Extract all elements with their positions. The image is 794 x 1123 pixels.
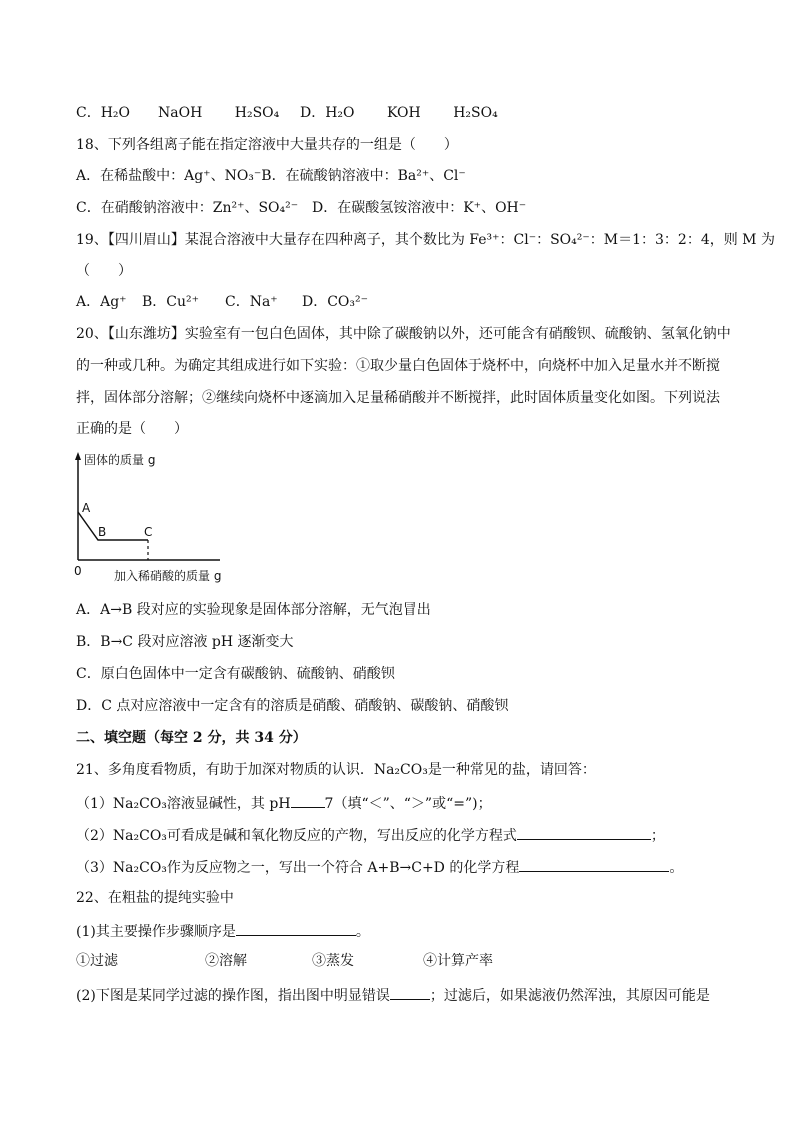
q22-step-2: ②溶解	[205, 953, 247, 969]
q21-part2-tail: ；	[650, 828, 665, 844]
q20-stem-line3: 拌，固体部分溶解；②继续向烧杯中逐滴加入足量稀硝酸并不断搅拌，此时固体质量变化如图。下列说法	[76, 390, 720, 406]
q22-step-1: ①过滤	[76, 953, 118, 969]
q21-part1-tail: 7（填“＜”、“＞”或“=”)；	[324, 796, 492, 812]
q22-part2-text: (2)下图是某同学过滤的操作图，指出图中明显错误	[76, 988, 390, 1004]
q20-option-b: B．B→C 段对应溶液 pH 逐渐变大	[76, 634, 294, 650]
q21-part1	[76, 793, 492, 813]
y-axis-arrow	[75, 452, 81, 460]
origin-label: 0	[74, 564, 82, 578]
q21-part3-text: （3）Na₂CO₃作为反应物之一，写出一个符合 A+B→C+D 的化学方程	[76, 860, 520, 876]
q22-blank-2[interactable]	[390, 985, 430, 1000]
mass-curve	[78, 512, 148, 540]
q19-stem-bracket: （ ）	[76, 263, 132, 279]
q17-option-c: C．H₂O NaOH H₂SO₄	[76, 105, 280, 121]
q18-option-c: C．在硝酸钠溶液中：Zn²⁺、SO₄²⁻	[76, 200, 299, 216]
q22-part2-tail: ；过滤后，如果滤液仍然浑浊，其原因可能是	[429, 988, 710, 1004]
q22-part1-tail: 。	[355, 924, 370, 940]
q19-option-c: C．Na⁺	[225, 294, 278, 310]
q20-option-c: C．原白色固体中一定含有碳酸钠、硫酸钠、硝酸钡	[76, 666, 395, 682]
q20-stem-line1: 20、【山东潍坊】实验室有一包白色固体，其中除了碳酸钠以外，还可能含有硝酸钡、硫酸钠、氢氧化钠中	[76, 326, 731, 342]
q22-step-3: ③蒸发	[312, 953, 354, 969]
q18-option-ab: A．在稀盐酸中：Ag⁺、NO₃⁻B．在硫酸钠溶液中：Ba²⁺、Cl⁻	[76, 168, 466, 184]
q21-blank-3[interactable]	[519, 857, 669, 872]
q22-stem: 22、在粗盐的提纯实验中	[76, 890, 234, 906]
q18-stem: 18、下列各组离子能在指定溶液中大量共存的一组是（ ）	[76, 137, 458, 153]
q20-option-d: D．C 点对应溶液中一定含有的溶质是硝酸、硝酸钠、碳酸钠、硝酸钡	[76, 698, 509, 714]
q20-option-a: A．A→B 段对应的实验现象是固体部分溶解，无气泡冒出	[76, 602, 431, 618]
q22-part1	[76, 921, 370, 941]
q21-part1-text: （1）Na₂CO₃溶液显碱性，其 pH	[76, 796, 291, 812]
q21-part2-text: （2）Na₂CO₃可看成是碱和氧化物反应的产物，写出反应的化学方程式	[76, 828, 517, 844]
x-axis-label: 加入稀硝酸的质量 g	[114, 569, 222, 583]
q21-blank-1[interactable]	[291, 793, 325, 808]
q21-part3-tail: 。	[669, 860, 684, 876]
point-a-label: A	[82, 501, 91, 515]
q21-blank-2[interactable]	[517, 825, 651, 840]
point-c-label: C	[144, 525, 153, 539]
q22-step-4: ④计算产率	[423, 953, 493, 969]
y-axis-label: 固体的质量 g	[84, 453, 156, 467]
q21-stem: 21、多角度看物质，有助于加深对物质的认识．Na₂CO₃是一种常见的盐，请回答：	[76, 762, 596, 778]
q21-part3	[76, 857, 683, 877]
point-b-label: B	[98, 525, 107, 539]
q19-option-a: A．Ag⁺	[76, 294, 127, 310]
q21-part2	[76, 825, 665, 845]
solid-mass-graph	[70, 448, 240, 588]
q19-option-b: B．Cu²⁺	[142, 294, 200, 310]
q22-part2	[76, 985, 710, 1005]
q19-option-d: D．CO₃²⁻	[302, 294, 369, 310]
q18-option-d: D．在碳酸氢铵溶液中：K⁺、OH⁻	[312, 200, 527, 216]
q22-part1-text: (1)其主要操作步骤顺序是	[76, 924, 236, 940]
q20-stem-line4: 正确的是（ ）	[76, 421, 188, 437]
q22-blank-1[interactable]	[236, 921, 356, 936]
q19-stem: 19、【四川眉山】某混合溶液中大量存在四种离子，其个数比为 Fe³⁺：Cl⁻：SO₄²⁻：M＝1：3：2：4，则 M 为	[76, 232, 775, 248]
q20-stem-line2: 的一种或几种。为确定其组成进行如下实验：①取少量白色固体于烧杯中，向烧杯中加入足量水并不断搅	[76, 358, 720, 374]
q17-option-d: D．H₂O KOH H₂SO₄	[300, 105, 498, 121]
section-title: 二、填空题（每空 2 分，共 34 分）	[76, 730, 307, 746]
